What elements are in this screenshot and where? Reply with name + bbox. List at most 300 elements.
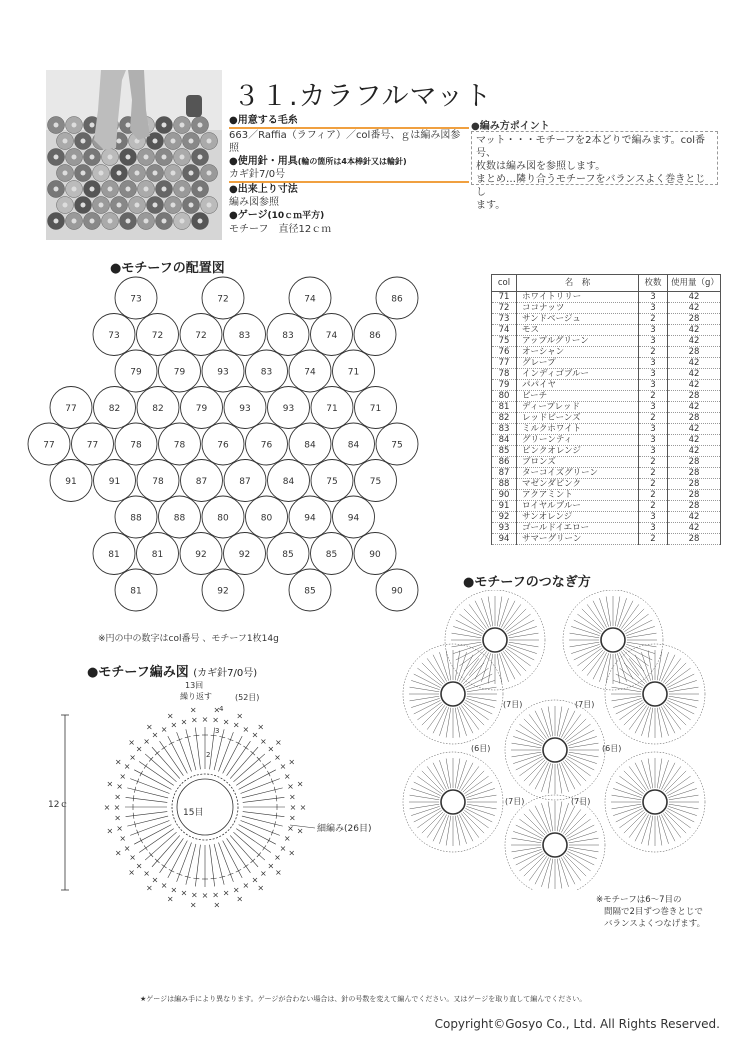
amount-cell: 42 [668, 523, 721, 534]
photo-motif-center [126, 123, 131, 128]
stitch-bar [211, 735, 217, 736]
photo-motif-center [162, 219, 167, 224]
amount-cell: 28 [668, 413, 721, 424]
name-cell: サンオレンジ [517, 512, 639, 523]
photo-motif-center [180, 187, 185, 192]
name-cell: サマーグリーン [517, 534, 639, 545]
stitch-post [127, 788, 168, 798]
single-crochet-mark: × [119, 834, 127, 844]
single-crochet-mark: × [123, 762, 131, 772]
table-row [492, 435, 721, 446]
motif-col-label: 82 [108, 404, 121, 414]
name-cell: アップルグリーン [517, 336, 639, 347]
stitch-bar [243, 746, 248, 749]
join-stitch-post [557, 764, 562, 794]
photo-motif-center [117, 139, 122, 144]
join-stitch-post [669, 696, 699, 701]
motif-col-label: 92 [217, 586, 229, 597]
photo-motif-center [54, 187, 59, 192]
photo-motif-center [162, 123, 167, 128]
motif-col-label: 87 [195, 477, 208, 487]
motif-col-label: 81 [130, 586, 142, 597]
single-crochet-mark: × [242, 725, 250, 735]
single-crochet-mark: × [283, 834, 291, 844]
single-crochet-mark: × [222, 888, 230, 898]
join-stitch-post [648, 816, 653, 846]
outer-sc-mark: × [106, 826, 114, 836]
outer-sc-mark: × [114, 757, 122, 767]
stitch-post [242, 816, 283, 826]
join-stitch-post [606, 597, 611, 627]
count-cell: 2 [639, 501, 668, 512]
single-crochet-mark: × [251, 875, 259, 885]
yarn-value: 663／Raffia（ラフィア）／col番号、ｇは編み図参照 [229, 130, 461, 154]
stitch-bar [144, 764, 147, 769]
join-motif-center [543, 738, 567, 762]
count-cell: 2 [639, 534, 668, 545]
tools-heading-text: ●使用針・用具 [229, 156, 298, 167]
photo-motif-center [108, 155, 113, 160]
product-photo [46, 70, 222, 240]
motif-col-label: 87 [239, 477, 251, 487]
name-cell: アクアミント [517, 490, 639, 501]
col-cell: 75 [492, 336, 517, 347]
single-crochet-mark: × [242, 880, 250, 890]
single-crochet-mark: × [289, 803, 297, 812]
gauge-value: モチーフ 直径12ｃｍ [229, 224, 332, 235]
join-stitch-post [657, 651, 662, 681]
photo-motif-center [153, 139, 158, 144]
single-crochet-mark: × [191, 890, 198, 900]
motif-col-label: 78 [173, 440, 186, 451]
motif-col-label: 94 [304, 513, 316, 524]
count-cell: 3 [639, 523, 668, 534]
join-stitch-post [452, 633, 482, 638]
photo-motif-center [117, 203, 122, 208]
join-note-line: ※モチーフは6〜7目の [596, 895, 682, 905]
photo-motif-center [198, 123, 203, 128]
photo-motif-center [126, 187, 131, 192]
photo-motif-center [207, 203, 212, 208]
motif-col-label: 93 [239, 404, 251, 414]
col-cell: 83 [492, 424, 517, 435]
motif-col-label: 90 [391, 586, 403, 597]
photo-motif-center [189, 203, 194, 208]
motif-col-label: 74 [304, 294, 316, 305]
page-title: ３１.カラフルマット [233, 81, 493, 112]
join-gap-label: (7目) [505, 797, 525, 806]
motif-col-label: 92 [195, 550, 207, 560]
single-crochet-mark: × [283, 771, 291, 781]
motif-col-label: 71 [369, 404, 382, 414]
count-cell: 2 [639, 490, 668, 501]
photo-motif-center [81, 203, 86, 208]
single-crochet-mark: × [170, 720, 178, 730]
single-crochet-mark: × [116, 824, 123, 834]
join-stitch-post [410, 795, 440, 800]
outer-sc-mark: × [114, 848, 122, 858]
motif-col-label: 88 [130, 513, 142, 524]
motif-col-label: 80 [217, 513, 229, 524]
join-stitch-post [446, 816, 451, 846]
join-gap-label: (7目) [503, 700, 523, 709]
join-stitch-post [627, 633, 657, 638]
count-cell: 3 [639, 512, 668, 523]
outer-sc-mark: × [299, 803, 307, 812]
join-stitch-post [657, 816, 662, 846]
motif-col-label: 84 [347, 440, 360, 451]
outer-sc-mark: × [166, 894, 174, 904]
col-cell: 94 [492, 534, 517, 545]
name-cell: ピンクオレンジ [517, 446, 639, 457]
col-cell: 73 [492, 314, 517, 325]
single-crochet-mark: × [222, 717, 230, 727]
single-crochet-mark: × [232, 720, 240, 730]
join-stitch-post [569, 847, 599, 852]
photo-motif-center [207, 139, 212, 144]
name-cell: サンドベージュ [517, 314, 639, 325]
stitch-post [186, 844, 196, 885]
join-note [596, 894, 705, 930]
amount-cell: 42 [668, 380, 721, 391]
stitch-post [241, 779, 280, 794]
join-stitch-post [497, 654, 502, 684]
name-cell: レッドビーンズ [517, 413, 639, 424]
stitch-count-26: 細編み(26目) [317, 824, 372, 834]
name-cell: インディゴブルー [517, 369, 639, 380]
col-cell: 87 [492, 468, 517, 479]
photo-motif-center [117, 171, 122, 176]
join-stitch-post [669, 804, 699, 809]
col-cell: 88 [492, 479, 517, 490]
photo-motif-center [153, 203, 158, 208]
col-cell: 71 [492, 292, 517, 303]
stitch-bar [144, 845, 147, 850]
motif-col-label: 71 [326, 404, 338, 414]
stitch-bar [169, 869, 174, 872]
table-row [492, 468, 721, 479]
table-row [492, 347, 721, 358]
name-cell: マゼンダピンク [517, 479, 639, 490]
photo-motif-center [63, 203, 68, 208]
stitch-post [233, 754, 264, 782]
count-cell: 3 [639, 380, 668, 391]
amount-cell: 42 [668, 325, 721, 336]
stitch-bar [193, 735, 199, 736]
name-cell: モス [517, 325, 639, 336]
stitch-post [243, 797, 285, 802]
points-box [471, 131, 718, 211]
count-cell: 2 [639, 347, 668, 358]
motif-col-label: 74 [304, 367, 316, 378]
count-cell: 3 [639, 325, 668, 336]
single-crochet-mark: × [232, 885, 240, 895]
col-cell: 80 [492, 391, 517, 402]
single-crochet-mark: × [123, 843, 131, 853]
join-note-line: バランスよくつなげます。 [604, 919, 706, 929]
count-cell: 3 [639, 402, 668, 413]
materials-spec [229, 114, 469, 236]
join-stitch-post [615, 654, 620, 684]
photo-motif-center [90, 155, 95, 160]
gauge-heading [229, 209, 469, 223]
join-stitch-post [467, 795, 497, 800]
yarn-heading: ●用意する毛糸 [229, 114, 469, 129]
photo-motif-center [171, 171, 176, 176]
count-cell: 2 [639, 413, 668, 424]
single-crochet-mark: × [170, 885, 178, 895]
stitch-post [152, 835, 180, 866]
join-motif-center [441, 682, 465, 706]
join-stitch-post [612, 804, 642, 809]
photo-motif-center [63, 139, 68, 144]
name-cell: ミルクホワイト [517, 424, 639, 435]
motif-col-label: 81 [151, 550, 164, 560]
motif-col-label: 85 [325, 550, 338, 560]
stitch-bar [133, 813, 134, 819]
amount-cell: 42 [668, 369, 721, 380]
photo-motif-center [81, 139, 86, 144]
stitch-bar [236, 742, 241, 745]
motif-col-label: 72 [151, 331, 164, 341]
join-stitch-post [410, 687, 440, 692]
amount-cell: 42 [668, 358, 721, 369]
join-stitch-post [569, 752, 599, 757]
amount-cell: 28 [668, 534, 721, 545]
outer-sc-mark: × [189, 705, 197, 715]
join-stitch-post [669, 795, 699, 800]
stitch-bar [162, 865, 167, 868]
join-stitch-post [446, 708, 451, 738]
col-cell: 86 [492, 457, 517, 468]
table-header-row [492, 275, 721, 292]
single-crochet-mark: × [201, 891, 209, 900]
join-stitch-post [548, 802, 553, 832]
motif-col-label: 94 [347, 513, 360, 524]
outer-sc-mark: × [189, 900, 197, 910]
repeat-label: 繰り返す [180, 692, 212, 701]
chain-ring [172, 774, 238, 840]
photo-motif-center [198, 155, 203, 160]
single-crochet-mark: × [260, 868, 267, 878]
table-row [492, 446, 721, 457]
single-crochet-mark: × [135, 861, 143, 871]
single-crochet-mark: × [151, 730, 159, 740]
count-cell: 3 [639, 369, 668, 380]
motif-col-label: 91 [65, 477, 77, 487]
amount-cell: 28 [668, 457, 721, 468]
motif-col-label: 92 [238, 550, 251, 560]
chart-heading-text: ●モチーフ編み図 [87, 665, 189, 680]
motif-col-label: 86 [391, 294, 403, 305]
stitch-post [145, 832, 176, 860]
single-crochet-mark: × [201, 715, 209, 724]
stitch-post [214, 729, 224, 770]
table-row [492, 457, 721, 468]
motif-col-label: 78 [130, 440, 142, 451]
size-label: 12ｃ [48, 800, 69, 810]
single-crochet-mark: × [274, 753, 281, 763]
stitch-bar [133, 795, 134, 801]
stitch-post [186, 729, 196, 770]
join-stitch-post [612, 795, 642, 800]
size-heading: ●出来上り寸法 [229, 184, 298, 195]
photo-motif-center [189, 139, 194, 144]
mat-photo-illustration [46, 70, 222, 240]
outer-sc-mark: × [257, 883, 265, 893]
stitch-post [126, 812, 168, 817]
stitch-bar [276, 795, 277, 801]
col-cell: 93 [492, 523, 517, 534]
stitch-bar [169, 742, 174, 745]
table-row [492, 358, 721, 369]
gauge-unit: (10ｃｍ平方) [267, 211, 325, 221]
name-cell: ゴールドイエロー [517, 523, 639, 534]
photo-motif-center [135, 171, 140, 176]
single-crochet-mark: × [212, 890, 219, 900]
photo-motif-center [180, 123, 185, 128]
motif-col-label: 77 [65, 404, 77, 414]
stitch-bar [236, 869, 241, 872]
col-cell: 85 [492, 446, 517, 457]
outer-sc-mark: × [296, 779, 304, 789]
single-crochet-mark: × [267, 744, 275, 754]
photo-motif-center [180, 155, 185, 160]
single-crochet-mark: × [113, 803, 121, 812]
points-line: 枚数は編み図を参照します。 [476, 161, 606, 172]
table-row [492, 314, 721, 325]
outer-sc-mark: × [128, 738, 135, 748]
amount-cell: 42 [668, 512, 721, 523]
table-row [492, 534, 721, 545]
photo-motif-center [99, 203, 104, 208]
join-stitch-post [410, 696, 440, 701]
stitch-post [218, 843, 233, 882]
stitch-bar [276, 813, 277, 819]
outer-sc-mark: × [213, 900, 221, 910]
motif-col-label: 80 [260, 513, 273, 524]
size-value: 編み図参照 [229, 197, 279, 208]
photo-motif-center [153, 171, 158, 176]
join-stitch-post [509, 642, 539, 647]
join-stitch-post [446, 759, 451, 789]
copyright: Copyright©Gosyo Co., Ltd. All Rights Reserved. [434, 1017, 720, 1031]
name-cell: グレープ [517, 358, 639, 369]
count-cell: 3 [639, 424, 668, 435]
motif-col-label: 73 [130, 294, 142, 305]
amount-cell: 28 [668, 347, 721, 358]
single-crochet-mark: × [119, 771, 127, 781]
stitch-post [195, 728, 200, 770]
motif-col-label: 73 [108, 331, 120, 341]
single-crochet-mark: × [129, 852, 136, 862]
table-row [492, 380, 721, 391]
stitch-post [210, 728, 215, 770]
points-line: ます。 [476, 200, 506, 211]
outer-sc-mark: × [145, 883, 153, 893]
join-motif-center [601, 628, 625, 652]
col-cell: 72 [492, 303, 517, 314]
outer-sc-mark: × [236, 894, 244, 904]
join-stitch-post [569, 743, 599, 748]
amount-cell: 28 [668, 468, 721, 479]
photo-motif-center [72, 123, 77, 128]
motif-col-label: 75 [391, 440, 403, 451]
outer-sc-mark: × [103, 803, 111, 812]
single-crochet-mark: × [279, 762, 287, 772]
stitch-post [214, 844, 224, 885]
stitch-post [126, 797, 168, 802]
join-stitch-post [512, 752, 542, 757]
single-crochet-mark: × [116, 781, 123, 791]
count-cell: 2 [639, 314, 668, 325]
photo-motif-center [198, 187, 203, 192]
join-stitch-post [627, 642, 657, 647]
amount-cell: 28 [668, 490, 721, 501]
amount-cell: 28 [668, 479, 721, 490]
name-cell: ターコイズグリーン [517, 468, 639, 479]
col-cell: 84 [492, 435, 517, 446]
join-stitch-post [548, 707, 553, 737]
join-stitch-post [570, 633, 600, 638]
col-cell: 81 [492, 402, 517, 413]
table-row [492, 325, 721, 336]
photo-motif-center [162, 155, 167, 160]
amount-cell: 42 [668, 424, 721, 435]
stitch-post [130, 820, 169, 835]
join-stitch-post [497, 597, 502, 627]
name-header: 名 称 [517, 275, 639, 292]
stitch-post [241, 820, 280, 835]
single-crochet-mark: × [212, 715, 219, 725]
join-stitch-post [455, 651, 460, 681]
motif-col-label: 72 [195, 331, 207, 341]
motif-col-label: 84 [304, 440, 316, 451]
motif-col-label: 76 [217, 440, 229, 451]
photo-motif-center [180, 219, 185, 224]
layout-heading: ●モチーフの配置図 [110, 261, 225, 276]
join-stitch-post [612, 687, 642, 692]
table-row [492, 303, 721, 314]
stitch-bar [162, 746, 167, 749]
count-cell: 2 [639, 457, 668, 468]
photo-motif-center [90, 219, 95, 224]
join-stitch-post [648, 708, 653, 738]
motif-col-label: 76 [260, 440, 273, 451]
motif-col-label: 83 [238, 331, 251, 341]
photo-motif-center [126, 219, 131, 224]
name-cell: ブロンズ [517, 457, 639, 468]
amount-cell: 42 [668, 446, 721, 457]
single-crochet-mark: × [267, 861, 275, 871]
join-stitch-post [455, 759, 460, 789]
join-stitch-post [512, 743, 542, 748]
motif-col-label: 90 [369, 550, 381, 560]
single-crochet-mark: × [251, 730, 259, 740]
count-cell: 3 [639, 446, 668, 457]
motif-chart [20, 675, 380, 930]
stitch-post [152, 747, 180, 778]
footer-note: ★ゲージは編み手により異なります。ゲージが合わない場合は、針の号数を変えて編んでください。又はゲージを取り直して編んでください。 [140, 995, 587, 1003]
motif-col-label: 81 [108, 550, 120, 560]
amount-cell: 28 [668, 501, 721, 512]
photo-motif-center [90, 123, 95, 128]
single-crochet-mark: × [160, 880, 168, 890]
motif-col-label: 77 [43, 440, 55, 451]
photo-motif-center [144, 187, 149, 192]
name-cell: ホワイトリリー [517, 292, 639, 303]
motif-col-label: 71 [347, 367, 360, 378]
